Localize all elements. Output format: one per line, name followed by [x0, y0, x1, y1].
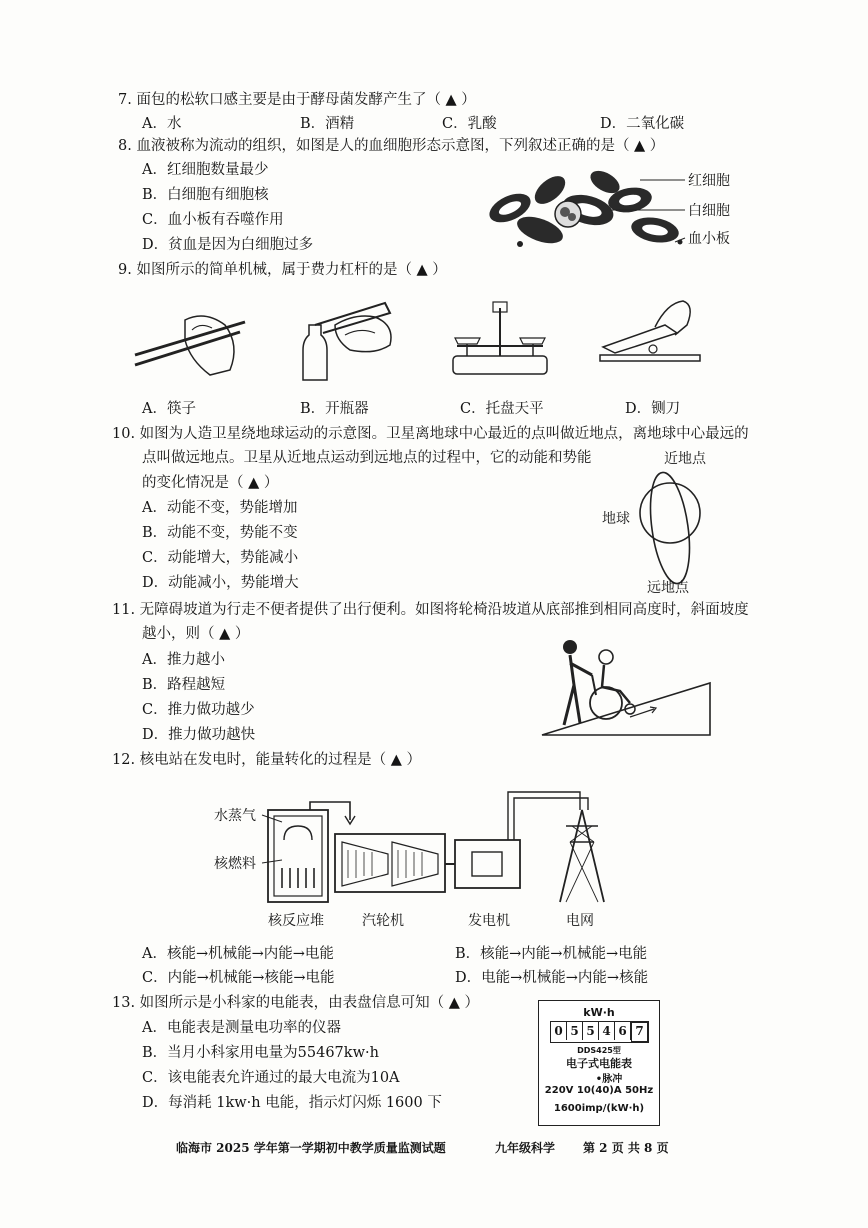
q12-stem: 12. 核电站在发电时，能量转化的过程是（ ▲ ） — [112, 752, 422, 768]
q10-stem-line-3: 的变化情况是（ ▲ ） — [142, 475, 279, 491]
q12-option-d: D．电能→机械能→内能→核能 — [455, 970, 649, 986]
satellite-orbit-figure — [600, 448, 740, 596]
meter-digits — [550, 1021, 649, 1043]
q10-stem-line-1: 10. 如图为人造卫星绕地球运动的示意图。卫星离地球中心最近的点叫做近地点，离地球中心最远的 — [112, 426, 749, 442]
meter-pulse: •脉冲 — [595, 1074, 623, 1085]
q10-stem-line-2: 点叫做远地点。卫星从近地点运动到远地点的过程中，它的动能和势能 — [142, 450, 592, 466]
label-white-cell: 白细胞 — [688, 203, 730, 219]
q13-option-b: B．当月小科家用电量为55467kw·h — [142, 1045, 379, 1061]
q13-stem: 13. 如图所示是小科家的电能表，由表盘信息可知（ ▲ ） — [112, 995, 480, 1011]
meter-rating: 220V 10(40)A 50Hz — [544, 1085, 654, 1096]
q8-option-d: D．贫血是因为白细胞过多 — [142, 237, 314, 253]
q9-option-d: D．铡刀 — [625, 401, 681, 417]
label-apogee: 远地点 — [647, 580, 689, 596]
label-grid: 电网 — [566, 913, 594, 929]
footer-exam-title: 临海市 2025 学年第一学期初中教学质量监测试题 — [176, 1141, 446, 1155]
q11-option-d: D．推力做功越快 — [142, 727, 256, 743]
meter-type: 电子式电能表 — [566, 1057, 632, 1070]
q11-stem-line-2: 越小，则（ ▲ ） — [142, 626, 250, 642]
meter-digit: 6 — [615, 1022, 631, 1040]
q9-stem: 9. 如图所示的简单机械，属于费力杠杆的是（ ▲ ） — [118, 262, 447, 278]
q10-option-b: B．动能不变，势能不变 — [142, 525, 298, 541]
meter-digit-decimal: 7 — [631, 1022, 648, 1042]
q7-option-c: C．乳酸 — [442, 116, 497, 132]
q11-option-b: B．路程越短 — [142, 677, 226, 693]
label-reactor: 核反应堆 — [268, 913, 324, 929]
q11-option-c: C．推力做功越少 — [142, 702, 255, 718]
label-steam: 水蒸气 — [214, 808, 256, 824]
wheelchair-ramp-figure — [540, 635, 715, 740]
q8-option-a: A．红细胞数量最少 — [142, 162, 269, 178]
blood-cell-figure — [480, 160, 740, 260]
meter-digit: 5 — [583, 1022, 599, 1040]
bottle-opener-figure — [295, 295, 405, 385]
label-generator: 发电机 — [468, 913, 510, 929]
label-earth: 地球 — [602, 511, 630, 527]
meter-unit: kW·h — [583, 1006, 615, 1019]
q7-option-a: A．水 — [142, 116, 182, 132]
q8-option-c: C．血小板有吞噬作用 — [142, 212, 284, 228]
q13-option-a: A．电能表是测量电功率的仪器 — [142, 1020, 341, 1036]
q7-stem: 7. 面包的松软口感主要是由于酵母菌发酵产生了（ ▲ ） — [118, 92, 476, 108]
q13-option-c: C．该电能表允许通过的最大电流为10A — [142, 1070, 400, 1086]
label-perigee: 近地点 — [664, 451, 706, 467]
q7-option-d: D．二氧化碳 — [600, 116, 685, 132]
meter-constant: 1600imp/(kW·h) — [553, 1103, 645, 1114]
footer-subject: 九年级科学 — [495, 1141, 556, 1155]
q9-option-a: A．筷子 — [142, 401, 196, 417]
meter-digit: 4 — [599, 1022, 615, 1040]
q11-option-a: A．推力越小 — [142, 652, 225, 668]
q9-option-c: C．托盘天平 — [460, 401, 544, 417]
q11-stem-line-1: 11. 无障碍坡道为行走不便者提供了出行便利。如图将轮椅沿坡道从底部推到相同高度时，斜面坡度 — [112, 602, 749, 618]
chopsticks-figure — [130, 300, 260, 380]
q8-option-b: B．白细胞有细胞核 — [142, 187, 269, 203]
q8-stem: 8. 血液被称为流动的组织，如图是人的血细胞形态示意图，下列叙述正确的是（ ▲ ） — [118, 138, 665, 154]
q12-option-a: A．核能→机械能→内能→电能 — [142, 946, 334, 962]
meter-model: DDS425型 — [577, 1046, 621, 1055]
label-turbine: 汽轮机 — [362, 913, 404, 929]
q7-option-b: B．酒精 — [300, 116, 355, 132]
q12-option-c: C．内能→机械能→核能→电能 — [142, 970, 335, 986]
label-nuclear-fuel: 核燃料 — [214, 856, 256, 872]
guillotine-cutter-figure — [595, 295, 705, 365]
footer-page-number: 第 2 页 共 8 页 — [583, 1141, 669, 1155]
q10-option-a: A．动能不变，势能增加 — [142, 500, 298, 516]
balance-figure — [445, 298, 555, 378]
q10-option-c: C．动能增大，势能减小 — [142, 550, 299, 566]
meter-digit: 0 — [551, 1022, 567, 1040]
label-platelet: 血小板 — [688, 231, 730, 247]
meter-digit: 5 — [567, 1022, 583, 1040]
q9-option-b: B．开瓶器 — [300, 401, 369, 417]
q10-option-d: D．动能减小，势能增大 — [142, 575, 299, 591]
nuclear-power-plant-figure — [210, 780, 670, 940]
q13-option-d: D．每消耗 1kw·h 电能，指示灯闪烁 1600 下 — [142, 1095, 442, 1111]
q12-option-b: B．核能→内能→机械能→电能 — [455, 946, 648, 962]
electric-meter-panel — [538, 1000, 660, 1126]
label-red-cell: 红细胞 — [688, 173, 730, 189]
